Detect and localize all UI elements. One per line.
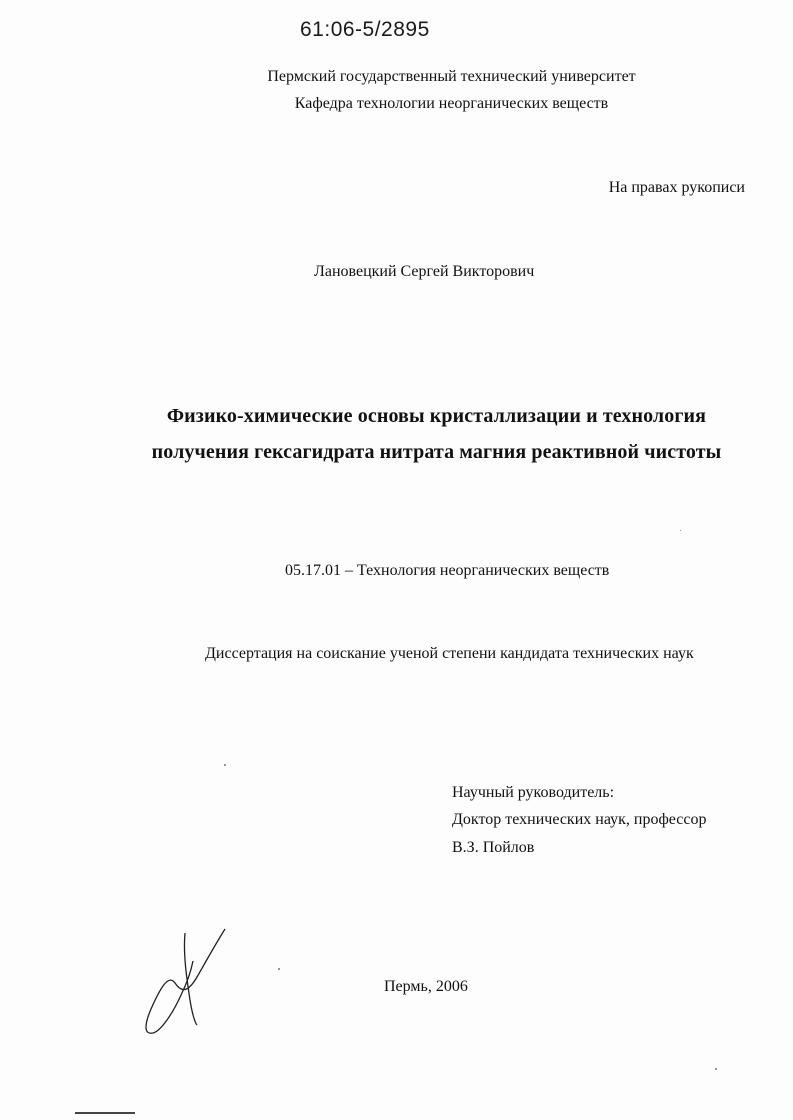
thesis-title-line-1: Физико-химические основы кристаллизации и технология (166, 405, 707, 427)
supervisor-label: Научный руководитель: (452, 784, 615, 801)
archive-stamp-code: 61:06-5/2895 (300, 18, 430, 41)
scan-speck (715, 1068, 717, 1070)
handwritten-signature (135, 925, 235, 1045)
scan-speck (224, 764, 226, 766)
scan-speck (680, 530, 681, 531)
department-name: Кафедра технологии неорганических веществ (294, 95, 609, 112)
place-and-year: Пермь, 2006 (384, 978, 468, 995)
thesis-title-line-2: получения гексагидрата нитрата магния реактивной чистоты (151, 441, 722, 463)
supervisor-name: В.З. Пойлов (452, 839, 535, 856)
author-name: Лановецкий Сергей Викторович (314, 263, 535, 280)
specialty-code: 05.17.01 – Технология неорганических веществ (285, 562, 610, 579)
scan-edge-mark (75, 1112, 135, 1114)
supervisor-rank: Доктор технических наук, профессор (452, 811, 707, 828)
degree-statement: Диссертация на соискание ученой степени кандидата технических наук (205, 645, 694, 662)
university-name: Пермский государственный технический университет (267, 68, 636, 85)
scan-speck (278, 968, 280, 970)
manuscript-rights-note: На правах рукописи (608, 179, 745, 196)
